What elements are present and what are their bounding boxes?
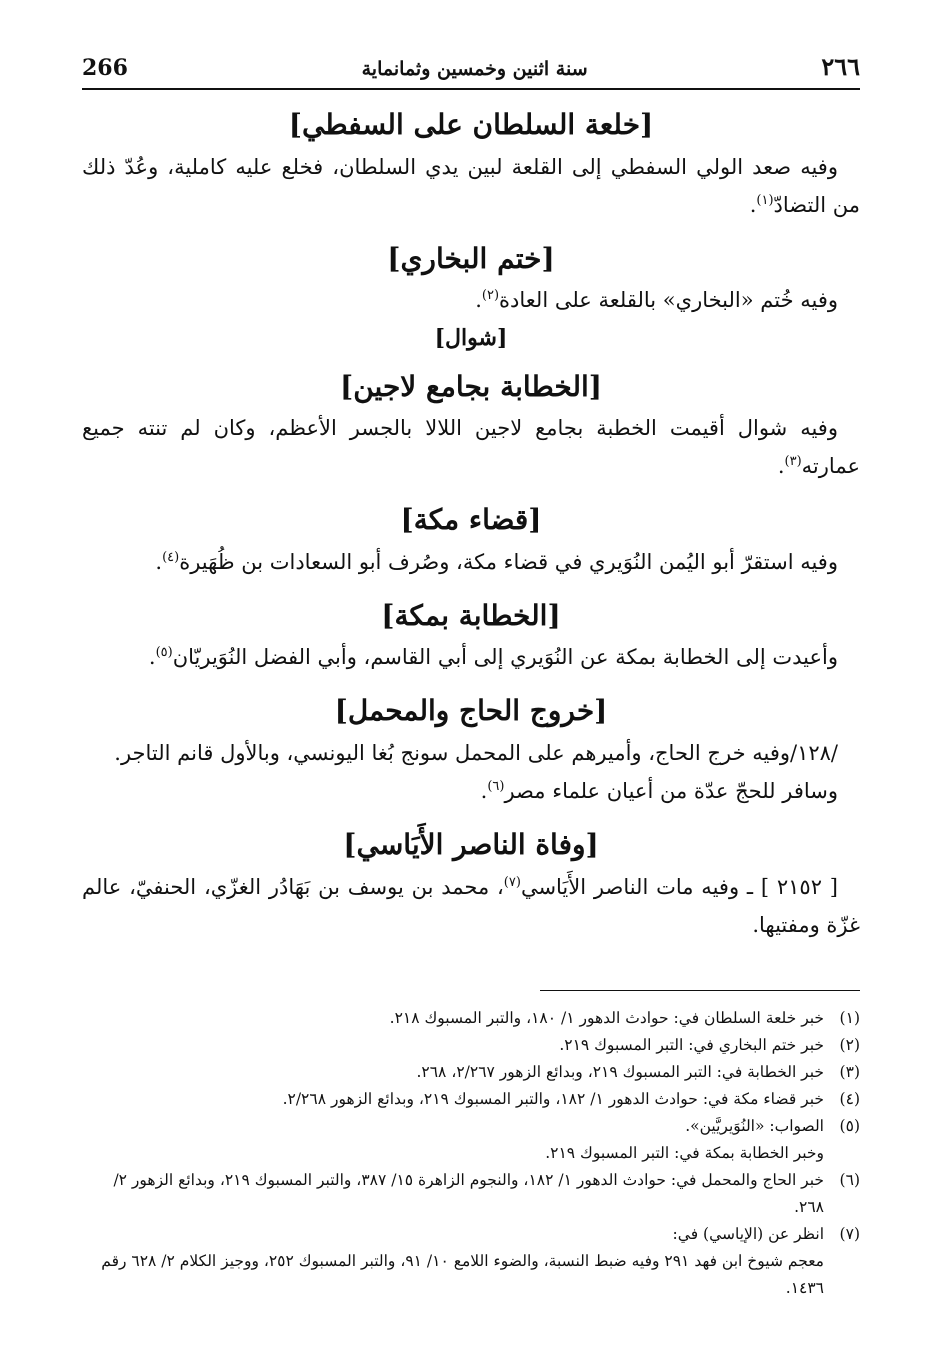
section-heading: [خلعة السلطان على السفطي] xyxy=(288,108,654,141)
footnote-text: وخبر الخطابة بمكة في: التبر المسبوك ٢١٩. xyxy=(545,1143,824,1162)
page-number-latin: 266 xyxy=(82,55,128,81)
footnote-marker[interactable]: (٧) xyxy=(503,874,521,890)
footnote-text: الصواب: «النُوَيريَّين». xyxy=(685,1116,824,1135)
footnote xyxy=(82,1167,860,1221)
footnote-rule xyxy=(540,990,860,991)
footnote-number: (١) xyxy=(839,1008,860,1027)
footnote-number: (٥) xyxy=(839,1116,860,1135)
footnote-text: خبر خلعة السلطان في: حوادث الدهور ١/ ١٨٠، والتبر المسبوك ٢١٨. xyxy=(389,1008,824,1027)
footnote xyxy=(82,1113,860,1140)
paragraph-text: وفيه شوال أقيمت الخطبة بجامع لاجين اللالا بالجسر الأعظم، وكان لم تنته جميع عمارته xyxy=(82,416,860,479)
footnote-marker[interactable]: (١) xyxy=(756,192,774,208)
footnote xyxy=(82,1248,860,1302)
section-heading: [ختم البخاري] xyxy=(387,241,555,275)
section-heading: [شوال] xyxy=(434,325,508,352)
footnote-text: معجم شيوخ ابن فهد ٢٩١ وفيه ضبط النسبة، والضوء اللامع ١٠/ ٩١، والتبر المسبوك ٢٥٢، ووجيز الكلام ٢/ ٦٢٨ رقم ١٤٣٦. xyxy=(101,1251,824,1297)
paragraph xyxy=(82,148,860,224)
main-text xyxy=(82,108,860,944)
paragraph-tail: . xyxy=(155,549,163,574)
paragraph-tail: . xyxy=(777,454,785,479)
paragraph xyxy=(82,409,860,485)
paragraph-text: وفيه استقرّ أبو اليُمن النُوَيري في قضاء مكة، وصُرف أبو السعادات بن ظُهَيرة xyxy=(179,549,838,574)
section-heading: [قضاء مكة] xyxy=(400,503,542,537)
page-number-arabic: ٢٦٦ xyxy=(821,52,860,81)
footnotes xyxy=(82,1005,860,1302)
paragraph-text: /١٢٨/وفيه خرج الحاج، وأميرهم على المحمل سونج بُغا اليونسي، وبالأول قانم التاجر. xyxy=(114,740,838,765)
footnote-marker[interactable]: (٣) xyxy=(784,454,802,470)
footnote xyxy=(82,1059,860,1086)
running-title: سنة اثنين وخمسين وثمانماية xyxy=(361,58,588,80)
section-heading: [خروج الحاج والمحمل] xyxy=(334,694,608,728)
paragraph xyxy=(82,281,860,319)
paragraph-tail: . xyxy=(475,288,482,313)
paragraph-text: وسافر للحجّ عدّة من أعيان علماء مصر xyxy=(504,778,838,803)
footnote-marker[interactable]: (٥) xyxy=(155,645,173,661)
section-heading: [الخطابة بمكة] xyxy=(381,598,561,632)
paragraph-text: وفيه صعد الولي السفطي إلى القلعة لبين يدي السلطان، فخلع عليه كاملية، وعُدّ ذلك من التضادّ xyxy=(82,154,860,217)
paragraph-text: وأعيدت إلى الخطابة بمكة عن النُوَيري إلى أبي القاسم، وأبي الفضل النُوَيريّان xyxy=(172,645,838,670)
footnote-text: خبر الحاج والمحمل في: حوادث الدهور ١/ ١٨٢، والنجوم الزاهرة ١٥/ ٣٨٧، والتبر المسبوك ٢١٩، وبدائع الزهور ٢/ ٢٦٨. xyxy=(113,1170,824,1216)
paragraph-tail: . xyxy=(749,192,757,217)
section-heading: [الخطابة بجامع لاجين] xyxy=(339,369,603,403)
footnote-text: انظر عن (الإياسي) في: xyxy=(672,1224,824,1243)
footnote-number: (٦) xyxy=(839,1170,860,1189)
footnote-text: خبر ختم البخاري في: التبر المسبوك ٢١٩. xyxy=(559,1035,824,1054)
paragraph-tail: . xyxy=(480,778,488,803)
footnote-number: (٣) xyxy=(839,1062,860,1081)
paragraph xyxy=(82,543,860,581)
footnote-marker[interactable]: (٦) xyxy=(487,778,505,794)
footnote-marker[interactable]: (٤) xyxy=(162,549,180,565)
paragraph xyxy=(82,772,860,810)
paragraph xyxy=(82,638,860,676)
paragraph xyxy=(82,868,860,944)
section-heading: [وفاة الناصر الأَيَاسي] xyxy=(343,827,599,861)
footnote-number: (٧) xyxy=(839,1224,860,1243)
footnote-number: (٤) xyxy=(839,1089,860,1108)
paragraph-tail: ، محمد بن يوسف بن بَهَادُر الغزّي، الحنفيّ، عالم غزّة ومفتيها. xyxy=(82,874,860,937)
paragraph-text: [ ٢١٥٢ ] ـ وفيه مات الناصر الأَيَاسي xyxy=(520,874,838,899)
footnote xyxy=(82,1140,860,1167)
footnote-text: خبر الخطابة في: التبر المسبوك ٢١٩، وبدائع الزهور ٢/٢٦٧، ٢٦٨. xyxy=(416,1062,824,1081)
footnote xyxy=(82,1005,860,1032)
footnote xyxy=(82,1086,860,1113)
footnote-number: (٢) xyxy=(839,1035,860,1054)
paragraph xyxy=(82,734,860,772)
running-header xyxy=(82,52,860,90)
footnote-text: خبر قضاء مكة في: حوادث الدهور ١/ ١٨٢، والتبر المسبوك ٢١٩، وبدائع الزهور ٢/٢٦٨. xyxy=(282,1089,824,1108)
footnote xyxy=(82,1032,860,1059)
paragraph-text: وفيه خُتم «البخاري» بالقلعة على العادة xyxy=(499,288,838,313)
paragraph-tail: . xyxy=(148,645,156,670)
footnote xyxy=(82,1221,860,1248)
footnote-marker[interactable]: (٢) xyxy=(481,288,500,304)
